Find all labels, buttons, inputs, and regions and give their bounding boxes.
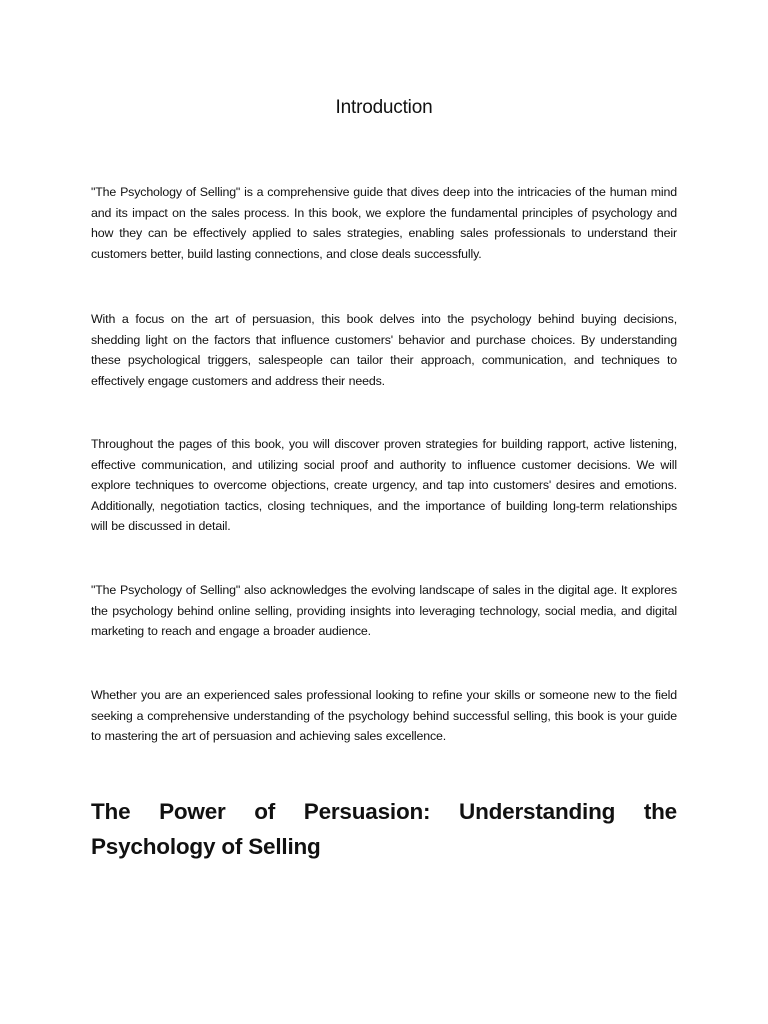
intro-paragraph-5: Whether you are an experienced sales professional looking to refine your skills or someone new to the field seeking a comprehensive understanding of the psychology behind successful selling, this book is your guide to mastering the art of persuasion and achieving sales excellence.	[91, 688, 677, 744]
intro-paragraph-4: "The Psychology of Selling" also acknowledges the evolving landscape of sales in the digital age. It explores the psychology behind online selling, providing insights into leveraging technology, social media, and digital marketing to reach and engage a broader audience.	[91, 583, 677, 639]
intro-paragraph-2: With a focus on the art of persuasion, this book delves into the psychology behind buying decisions, shedding light on the factors that influence customers' behavior and purchase choices. By understanding these psychological triggers, salespeople can tailor their approach, communication, and techniques to effectively engage customers and address their needs.	[91, 312, 677, 388]
intro-paragraph-3: Throughout the pages of this book, you will discover proven strategies for building rapport, active listening, effective communication, and utilizing social proof and authority to influence customer decisions. We will explore techniques to overcome objections, create urgency, and tap into customers' desires and emotions. Additionally, negotiation tactics, closing techniques, and the importance of building long-term relationships will be discussed in detail.	[91, 437, 677, 534]
section-heading: The Power of Persuasion: Understanding the Psychology of Selling	[91, 799, 677, 859]
page-title: Introduction	[335, 97, 433, 118]
intro-paragraph-1: "The Psychology of Selling" is a comprehensive guide that dives deep into the intricacies of the human mind and its impact on the sales process. In this book, we explore the fundamental principles of psychology and how they can be effectively applied to sales strategies, enabling sales professionals to understand their customers better, build lasting connections, and close deals successfully.	[91, 185, 677, 261]
